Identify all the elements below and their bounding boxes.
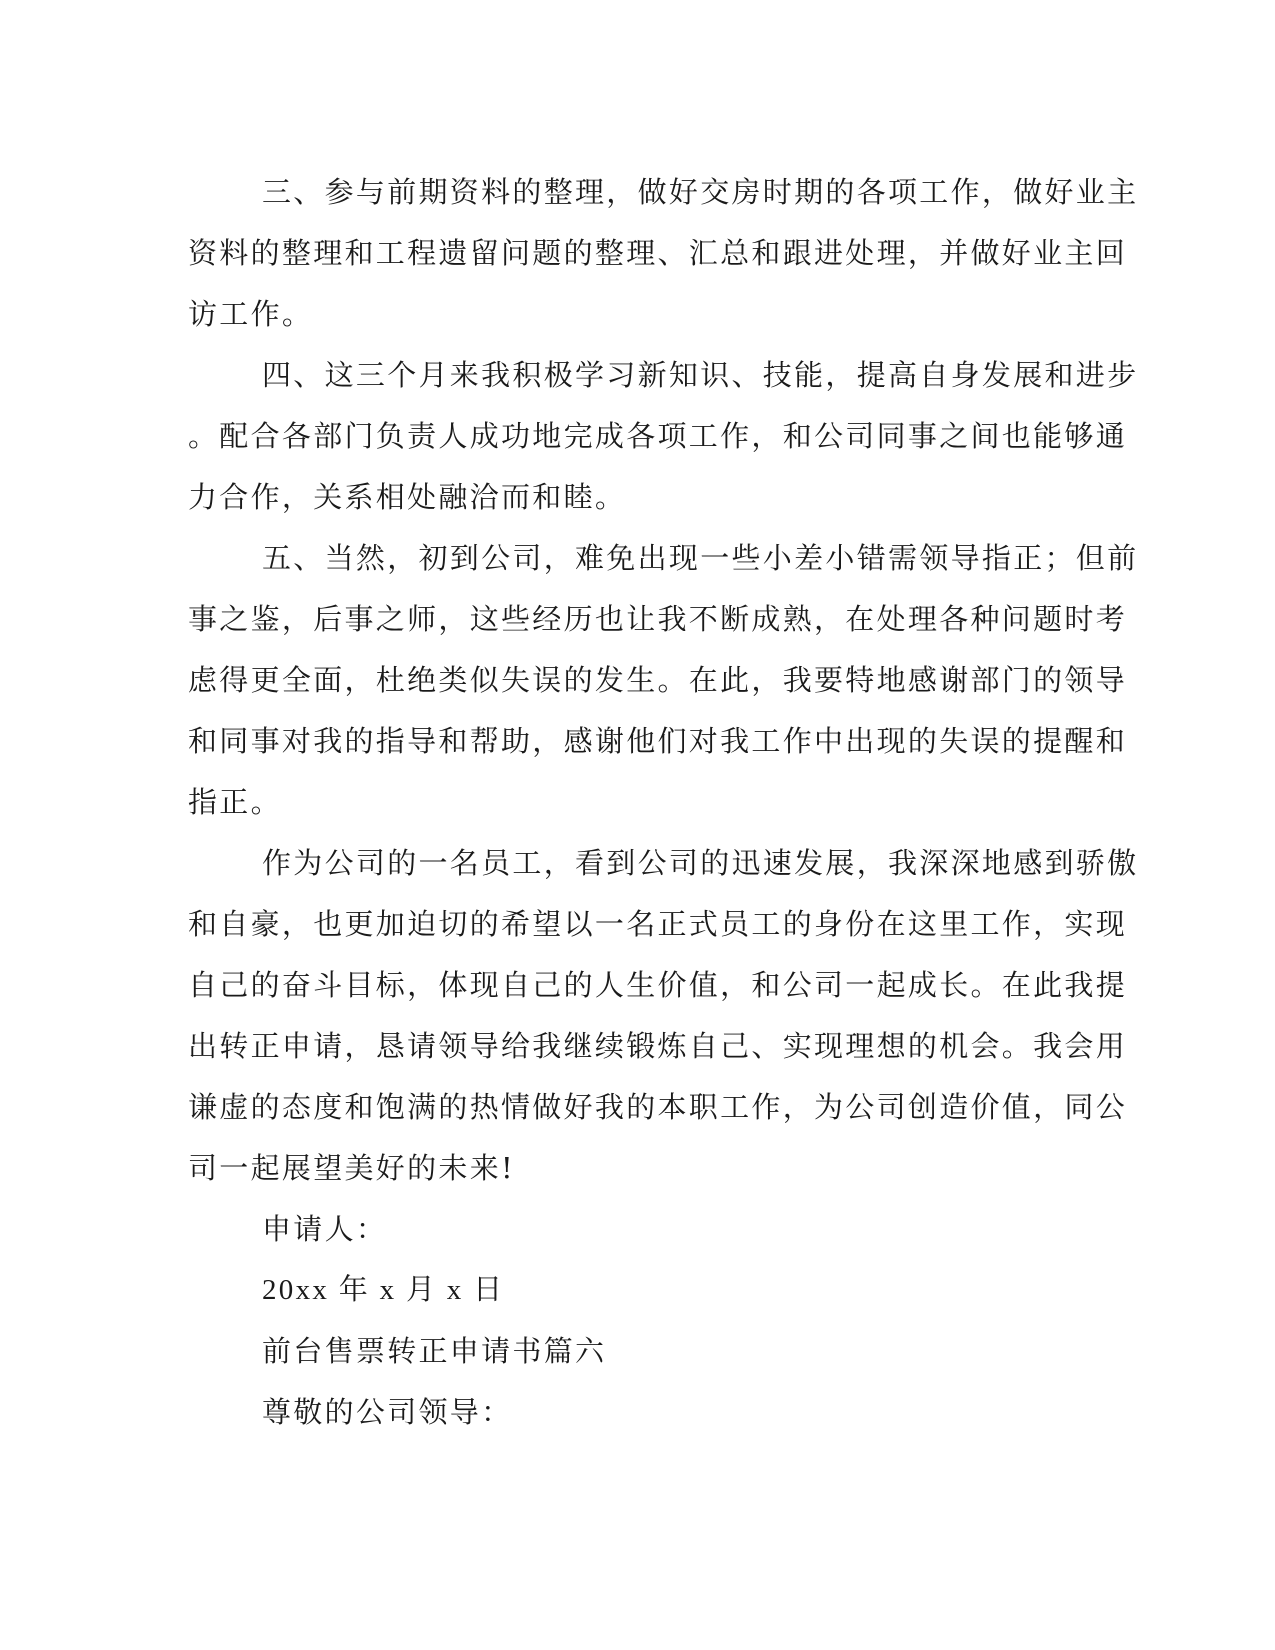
salutation: 尊敬的公司领导： xyxy=(262,1395,513,1429)
paragraph-line: 和自豪，也更加迫切的希望以一名正式员工的身份在这里工作，实现 xyxy=(188,907,1128,941)
paragraph-line: 资料的整理和工程遗留问题的整理、汇总和跟进处理，并做好业主回 xyxy=(188,236,1128,270)
paragraph-line: 力合作，关系相处融洽而和睦。 xyxy=(188,480,627,514)
paragraph-line: 五、当然，初到公司，难免出现一些小差小错需领导指正；但前 xyxy=(262,541,1139,575)
applicant-label: 申请人： xyxy=(262,1212,388,1246)
paragraph-line: 指正。 xyxy=(188,785,282,819)
paragraph-line: 事之鉴，后事之师，这些经历也让我不断成熟，在处理各种问题时考 xyxy=(188,602,1128,636)
section-title: 前台售票转正申请书篇六 xyxy=(262,1334,607,1368)
paragraph-3 xyxy=(188,162,1139,345)
paragraph-closing xyxy=(188,833,1139,1199)
paragraph-line: 和同事对我的指导和帮助，感谢他们对我工作中出现的失误的提醒和 xyxy=(188,724,1128,758)
paragraph-line: 自己的奋斗目标，体现自己的人生价值，和公司一起成长。在此我提 xyxy=(188,968,1128,1002)
date-line: 20xx 年 x 月 x 日 xyxy=(262,1274,505,1306)
paragraph-line: 。配合各部门负责人成功地完成各项工作，和公司同事之间也能够通 xyxy=(188,419,1128,453)
paragraph-line: 司一起展望美好的未来! xyxy=(188,1151,515,1185)
paragraph-line: 谦虚的态度和饱满的热情做好我的本职工作，为公司创造价值，同公 xyxy=(188,1090,1128,1124)
paragraph-4 xyxy=(188,345,1139,528)
paragraph-line: 三、参与前期资料的整理，做好交房时期的各项工作，做好业主 xyxy=(262,175,1139,209)
paragraph-line: 作为公司的一名员工，看到公司的迅速发展，我深深地感到骄傲 xyxy=(262,846,1139,880)
paragraph-line: 访工作。 xyxy=(188,297,314,331)
paragraph-line: 四、这三个月来我积极学习新知识、技能，提高自身发展和进步 xyxy=(262,358,1139,392)
paragraph-line: 虑得更全面，杜绝类似失误的发生。在此，我要特地感谢部门的领导 xyxy=(188,663,1128,697)
paragraph-line: 出转正申请，恳请领导给我继续锻炼自己、实现理想的机会。我会用 xyxy=(188,1029,1128,1063)
paragraph-5 xyxy=(188,528,1139,833)
document-body xyxy=(188,162,1139,1443)
